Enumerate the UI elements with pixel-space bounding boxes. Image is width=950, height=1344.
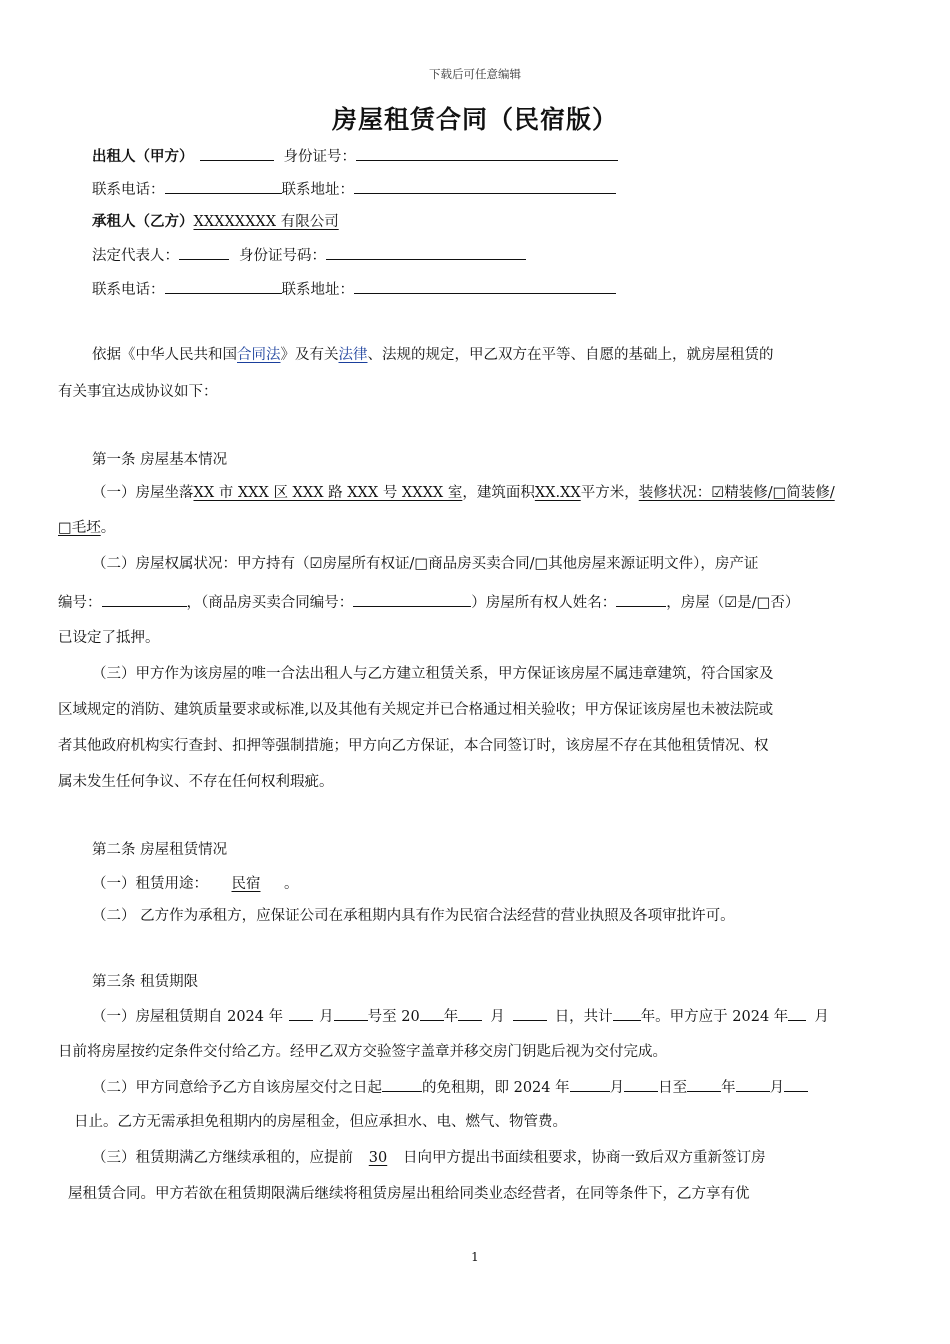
item-text: 。 <box>284 876 299 892</box>
item-text: （二）甲方同意给予乙方自该房屋交付之日起 <box>92 1080 382 1096</box>
item-text: 。 <box>100 520 116 536</box>
article1-heading: 第一条 房屋基本情况 <box>92 452 228 468</box>
item-text: （一）租赁用途： <box>92 876 208 892</box>
preamble-text: 、法规的规定，甲乙双方在平等、自愿的基础上，就房屋租赁的 <box>367 347 774 363</box>
free-end-day-blank <box>784 1077 808 1092</box>
article1-item3-line2: 区域规定的消防、建筑质量要求或标准,以及其他有关规定并已合格通过相关验收；甲方保证该房屋也未被法院或 <box>58 702 774 718</box>
legal-rep-id-label: 身份证号码： <box>239 248 326 264</box>
lessee-phone-label: 联系电话： <box>92 282 165 298</box>
end-year-blank <box>420 1006 444 1021</box>
article1-item3-line3: 者其他政府机构实行查封、扣押等强制措施；甲方向乙方保证，本合同签订时，该房屋不存在其他租赁情况、权 <box>58 738 769 754</box>
article2-item2: （二） 乙方作为承租方，应保证公司在承租期内具有作为民宿合法经营的营业执照及各项审批许可。 <box>92 908 735 924</box>
article2-heading: 第二条 房屋租赁情况 <box>92 842 228 858</box>
law-link[interactable]: 法律 <box>338 347 368 363</box>
article3-item2-line2: 日止。乙方无需承担免租期内的房屋租金，但应承担水、电、燃气、物管费。 <box>74 1114 567 1130</box>
item-text: （一）房屋租赁期自 2024 年 <box>92 1009 284 1025</box>
legal-rep-row <box>92 245 526 266</box>
purchase-contract-number-blank <box>353 592 471 607</box>
item-text: ，房屋（☑是/□否） <box>666 595 800 611</box>
end-day-blank <box>513 1006 547 1021</box>
item-text: 月 <box>609 1080 625 1096</box>
property-area: XX.XX <box>534 485 581 501</box>
item-text: 月 <box>319 1009 334 1025</box>
contract-law-link[interactable]: 合同法 <box>237 347 281 363</box>
lessee-label: 承租人（乙方） <box>92 213 194 230</box>
property-location: XX 市 XXX 区 XXX 路 XXX 号 XXXX 室 <box>193 485 463 501</box>
article3-item3-line1 <box>92 1148 766 1168</box>
item-text: 号至 20 <box>367 1009 420 1025</box>
article3-item3-line2: 屋租赁合同。甲方若欲在租赁期限满后继续将租赁房屋出租给同类业态经营者，在同等条件下，乙方享有优 <box>68 1186 750 1202</box>
lessor-address-label: 联系地址： <box>281 182 354 198</box>
legal-rep-id-blank <box>326 245 526 260</box>
item-text: 年。甲方应于 2024 年 <box>640 1009 789 1025</box>
item-text: 年 <box>443 1009 459 1025</box>
deed-number-blank <box>102 592 187 607</box>
lessor-phone-blank <box>165 179 282 194</box>
preamble-text: 》及有关 <box>280 347 339 363</box>
lessee-row <box>92 212 339 232</box>
free-end-month-blank <box>736 1077 770 1092</box>
total-years-blank <box>613 1006 641 1021</box>
rent-free-period-blank <box>382 1077 422 1092</box>
article1-item2-line1: （二）房屋权属状况：甲方持有（☑房屋所有权证/□商品房买卖合同/□其他房屋来源证明文件），房产证 <box>92 556 759 572</box>
lessor-label: 出租人（甲方） <box>92 148 194 165</box>
preamble-text: 依据《中华人民共和国 <box>92 347 237 363</box>
item-text: 月 <box>814 1009 829 1025</box>
free-end-year-blank <box>687 1077 721 1092</box>
article3-item1-line1 <box>92 1006 829 1027</box>
item-text: 月 <box>490 1009 505 1025</box>
item-text: 的免租期，即 2024 年 <box>422 1080 570 1096</box>
article1-item1-line2 <box>58 518 115 538</box>
article1-item2-line3: 已设定了抵押。 <box>58 630 160 646</box>
lessee-name: XXXXXXXX 有限公司 <box>193 214 339 230</box>
delivery-month-blank <box>788 1006 806 1021</box>
lessor-address-blank <box>354 179 616 194</box>
article1-item3-line1: （三）甲方作为该房屋的唯一合法出租人与乙方建立租赁关系，甲方保证该房屋不属违章建筑，符合国家及 <box>92 666 774 682</box>
article1-item1-line1 <box>92 483 835 503</box>
item-text: 平方米， <box>580 485 639 501</box>
lessor-phone-label: 联系电话： <box>92 182 165 198</box>
item-text: ，建筑面积 <box>462 485 535 501</box>
item-text: ，（商品房买卖合同编号： <box>186 595 354 611</box>
item-text: 日向甲方提出书面续租要求，协商一致后双方重新签订房 <box>403 1150 766 1166</box>
free-start-month-blank <box>570 1077 610 1092</box>
lessor-id-label: 身份证号： <box>283 149 356 165</box>
item-text: 年 <box>721 1080 736 1096</box>
page-number: 1 <box>471 1250 479 1264</box>
item-text: 日，共计 <box>554 1009 613 1025</box>
legal-rep-blank <box>179 245 229 260</box>
article2-item1 <box>92 874 299 894</box>
preamble-line-1 <box>92 345 774 365</box>
decoration-status-cont: □毛坯 <box>58 520 101 536</box>
free-start-day-blank <box>624 1077 658 1092</box>
header-note: 下载后可任意编辑 <box>429 67 521 81</box>
preamble-line-2: 有关事宜达成协议如下： <box>58 384 218 400</box>
lease-use: 民宿 <box>231 876 261 892</box>
lessee-contact-row <box>92 279 616 300</box>
renewal-notice-days: 30 <box>368 1150 388 1166</box>
lessor-row <box>92 146 618 167</box>
lessor-name-blank <box>200 146 274 161</box>
item-text: 月 <box>769 1080 785 1096</box>
decoration-status: 装修状况：☑精装修/□简装修/ <box>638 485 835 501</box>
lessor-contact-row <box>92 179 616 200</box>
document-title: 房屋租赁合同（民宿版） <box>331 105 618 134</box>
start-day-blank <box>334 1006 368 1021</box>
end-month-blank <box>458 1006 482 1021</box>
owner-name-blank <box>616 592 666 607</box>
item-text: 编号： <box>58 595 102 611</box>
article3-item2-line1 <box>92 1077 808 1098</box>
article1-item2-line2 <box>58 592 799 613</box>
legal-rep-label: 法定代表人： <box>92 248 179 264</box>
item-text: （三）租赁期满乙方继续承租的，应提前 <box>92 1150 353 1166</box>
item-text: （一）房屋坐落 <box>92 485 194 501</box>
lessor-id-blank <box>356 146 618 161</box>
item-text: ）房屋所有权人姓名： <box>471 595 617 611</box>
lessee-address-label: 联系地址： <box>281 282 354 298</box>
article3-heading: 第三条 租赁期限 <box>92 974 199 990</box>
article1-item3-line4: 属未发生任何争议、不存在任何权利瑕疵。 <box>58 774 334 790</box>
start-month-blank <box>289 1006 313 1021</box>
lessee-phone-blank <box>165 279 282 294</box>
item-text: 日至 <box>658 1080 688 1096</box>
lessee-address-blank <box>354 279 616 294</box>
article3-item1-line2: 日前将房屋按约定条件交付给乙方。经甲乙双方交验签字盖章并移交房门钥匙后视为交付完成。 <box>58 1044 667 1060</box>
